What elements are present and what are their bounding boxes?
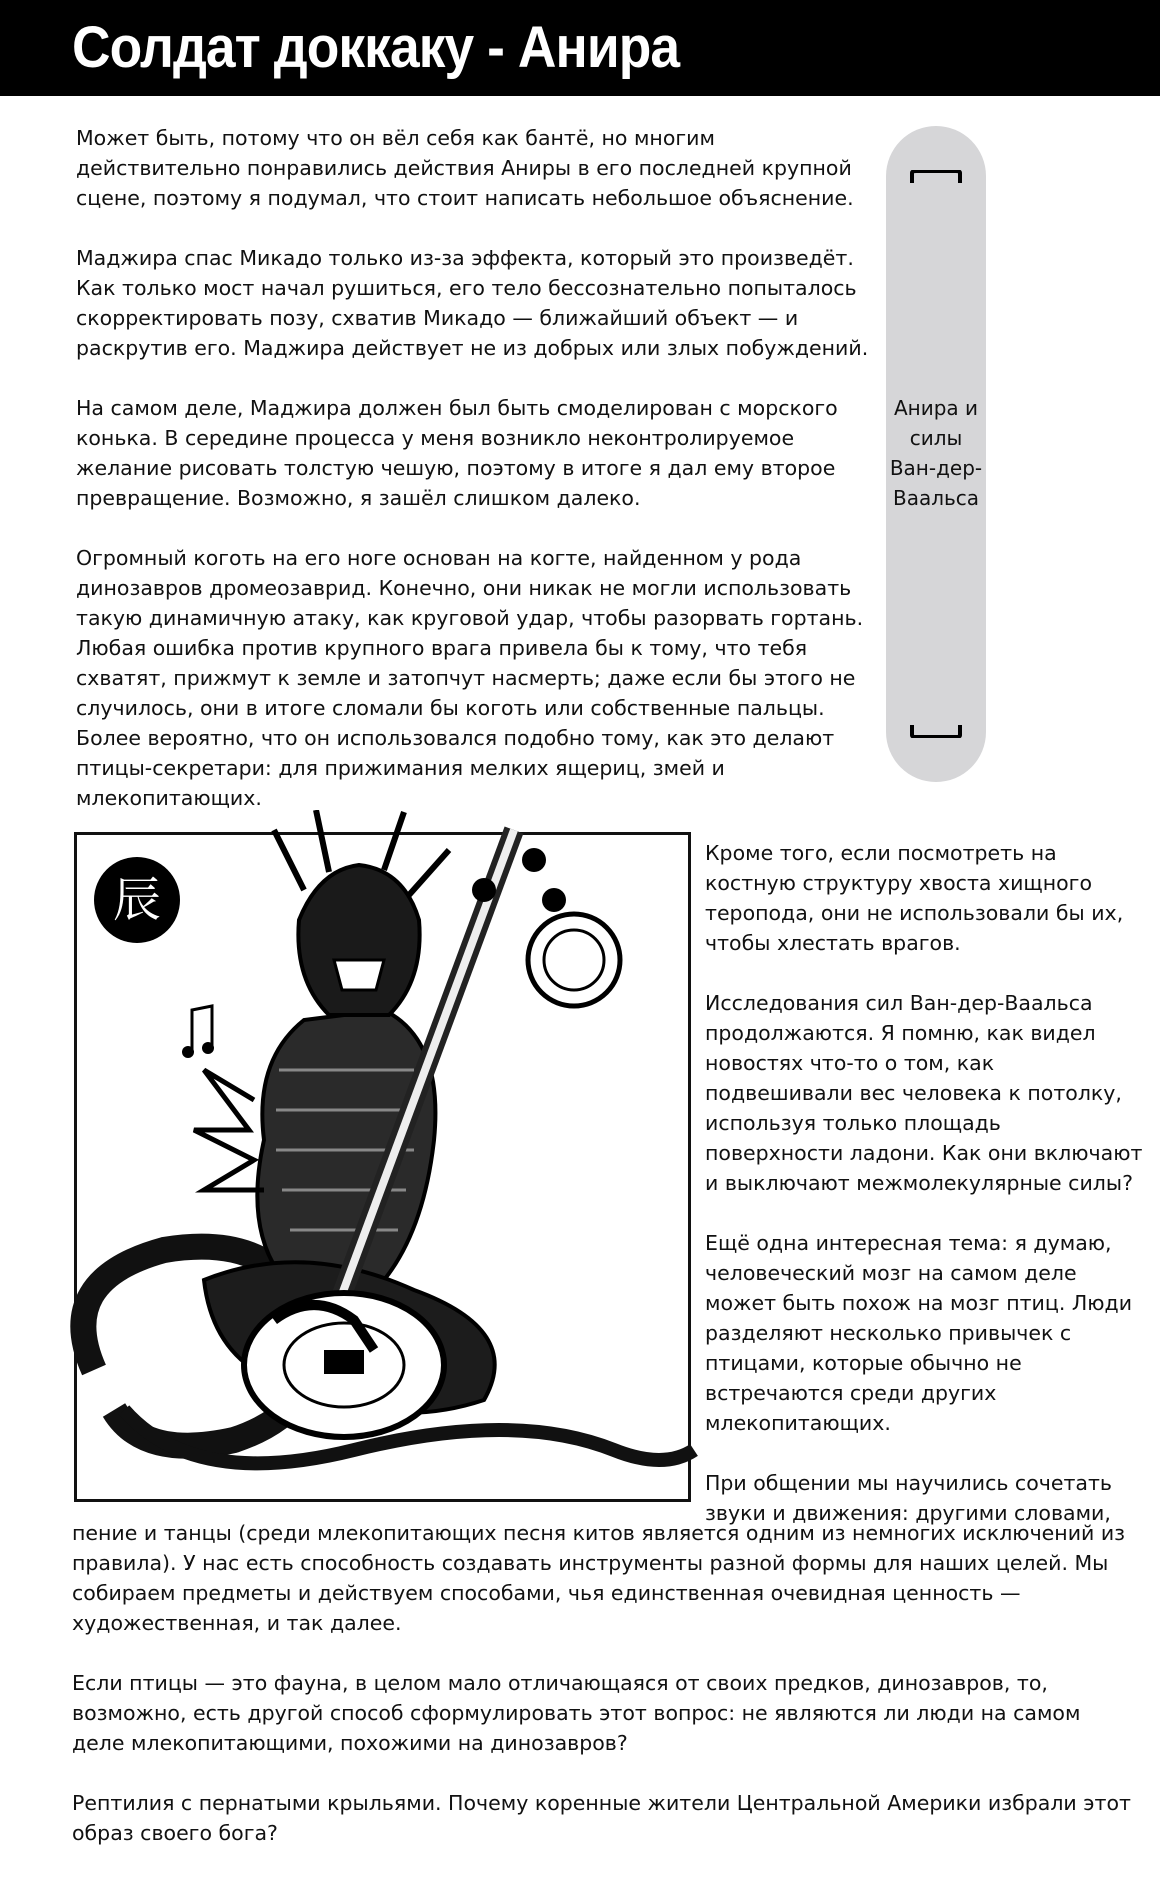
side-paragraph: Кроме того, если посмотреть на костную структуру хвоста хищного теропода, они не использовали бы их, чтобы хлестать врагов. — [705, 841, 1124, 955]
intro-text — [76, 123, 876, 813]
bottom-paragraph: Рептилия с пернатыми крыльями. Почему коренные жители Центральной Америки избрали этот образ своего бога? — [72, 1791, 1131, 1845]
sidebar-pill — [886, 126, 986, 782]
page-header — [0, 0, 1160, 96]
bottom-text — [72, 1518, 1132, 1848]
side-paragraph: При общении мы научились сочетать звуки и движения: другими словами, — [705, 1471, 1112, 1525]
bottom-paragraph: Если птицы — это фауна, в целом мало отличающаяся от своих предков, динозавров, то, возможно, есть другой способ сформулировать этот вопрос: не являются ли люди на самом деле млекопитающими, похожими на динозавров? — [72, 1671, 1081, 1755]
intro-paragraph: Огромный коготь на его ноге основан на когте, найденном у рода динозавров дромеозаврид. Конечно, они никак не могли использовать такую динамичную атаку, как круговой удар, чтобы разорвать гортань. Любая ошибка против крупного врага привела бы к тому, что тебя схватят, прижмут к земле и затопчут насмерть; даже если бы этого не случилось, они в итоге сломали бы коготь или собственные пальцы. Более вероятно, что он использовался подобно тому, как это делают птицы-секретари: для прижимания мелких ящериц, змей и млекопитающих. — [76, 546, 864, 810]
side-text — [705, 838, 1145, 1528]
intro-paragraph: На самом деле, Маджира должен был быть смоделирован с морского конька. В середине процесса у меня возникло неконтролируемое желание рисовать толстую чешую, поэтому в итоге я дал ему второе превращение. Возможно, я зашёл слишком далеко. — [76, 396, 838, 510]
bracket-top-icon — [910, 170, 962, 184]
kanji-badge: 辰 — [94, 857, 180, 943]
side-paragraph: Исследования сил Ван-дер-Ваальса продолжаются. Я помню, как видел новостях что-то о том, как подвешивали вес человека к потолку, используя только площадь поверхности ладони. Как они включают и выключают межмолекулярные силы? — [705, 991, 1143, 1195]
side-paragraph: Ещё одна интересная тема: я думаю, человеческий мозг на самом деле может быть похож на мозг птиц. Люди разделяют несколько привычек с птицами, которые обычно не встречаются среди других млекопитающих. — [705, 1231, 1133, 1435]
sidebar-label: Анира и силы Ван-дер-Ваальса — [889, 396, 983, 510]
bottom-paragraph: пение и танцы (среди млекопитающих песня китов является одним из немногих исключений из правила). У нас есть способность создавать инструменты разной формы для наших целей. Мы собираем предметы и действуем способами, чья единственная очевидная ценность — художественная, и так далее. — [72, 1521, 1126, 1635]
intro-paragraph: Может быть, потому что он вёл себя как бантё, но многим действительно понравились действия Аниры в его последней крупной сцене, поэтому я подумал, что стоит написать небольшое объяснение. — [76, 126, 854, 210]
page-title: Солдат доккаку - Анира — [72, 15, 680, 80]
bracket-bottom-icon — [910, 724, 962, 738]
intro-paragraph: Маджира спас Микадо только из-за эффекта, который это произведёт. Как только мост начал рушиться, его тело бессознательно попыталось скорректировать позу, схватив Микадо — ближайший объект — и раскрутив его. Маджира действует не из добрых или злых побуждений. — [76, 246, 869, 360]
